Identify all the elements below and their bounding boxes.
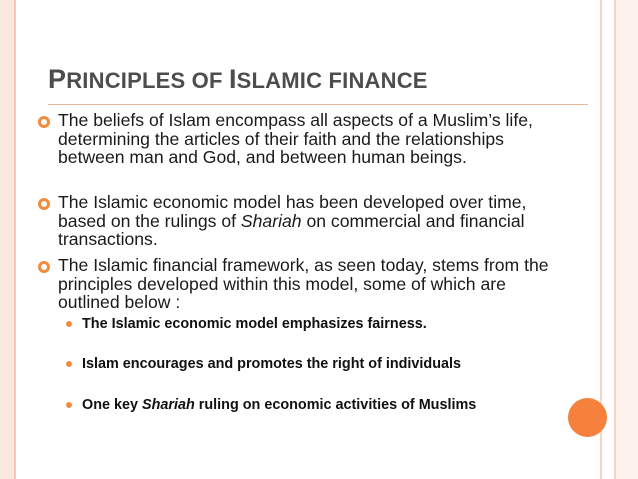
bullet-text: The Islamic financial framework, as seen today, stems from the principles developed within this model, some of which are outlined below :	[58, 255, 549, 312]
title-initial-cap: I	[228, 64, 237, 94]
bullet-ring-icon	[38, 198, 50, 210]
sub-bullet-item	[66, 355, 546, 373]
sub-bullet-dot-icon	[66, 402, 72, 408]
sub-bullet-item	[66, 396, 546, 414]
title-part: RINCIPLES OF	[66, 68, 229, 93]
right-border-band	[616, 0, 638, 479]
title-initial-cap: P	[48, 64, 67, 94]
title-underline	[48, 104, 588, 105]
shariah-emphasis: Shariah	[142, 397, 195, 413]
decorative-circle	[568, 398, 607, 437]
slide-title	[48, 64, 428, 95]
sub-bullet-text: The Islamic economic model emphasizes fairness.	[82, 316, 427, 332]
sub-bullet-text: One key Shariah ruling on economic activities of Muslims	[82, 397, 477, 413]
bullet-item	[38, 193, 558, 249]
bullet-item	[38, 256, 558, 312]
bullet-ring-icon	[38, 261, 50, 273]
sub-bullet-item	[66, 315, 546, 333]
bullet-ring-icon	[38, 116, 50, 128]
bullet-text: The beliefs of Islam encompass all aspects of a Muslim’s life, determining the articles of their faith and the relationships between man and God, and between human beings.	[58, 110, 533, 167]
shariah-emphasis: Shariah	[240, 210, 302, 231]
title-part: SLAMIC FINANCE	[236, 68, 428, 93]
sub-bullet-dot-icon	[66, 361, 72, 367]
sub-bullet-text: Islam encourages and promotes the right of individuals	[82, 356, 462, 372]
left-border-band	[0, 0, 14, 479]
left-border-line	[14, 0, 16, 479]
sub-bullet-dot-icon	[66, 321, 72, 327]
bullet-item	[38, 111, 558, 167]
bullet-text: The Islamic economic model has been developed over time, based on the rulings of Shariah on commercial and financial transactions.	[58, 192, 527, 249]
